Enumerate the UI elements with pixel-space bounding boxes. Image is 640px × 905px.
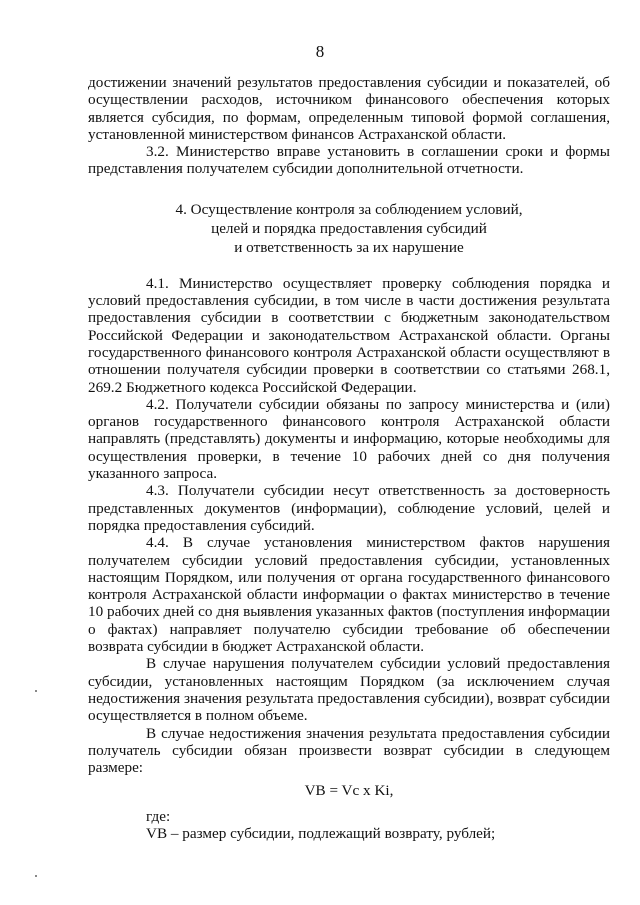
paragraph-3-2: 3.2. Министерство вправе установить в соглашении сроки и формы представления получателем субсидии дополнительной отчетности. [88, 143, 610, 178]
paragraph-4-3: 4.3. Получатели субсидии несут ответственность за достоверность представленных документов (информации), соблюдение условий, целей и порядка предоставления субсидий. [88, 482, 610, 534]
heading-line-1: 4. Осуществление контроля за соблюдением условий, [175, 200, 523, 218]
paragraph-nondostizhenie: В случае недостижения значения результата предоставления субсидии получатель субсидии обязан произвести возврат субсидии в следующем размере: [88, 724, 610, 777]
where-label: где: [146, 807, 171, 825]
page-number: 8 [315, 42, 325, 61]
scan-speck [35, 690, 37, 692]
paragraph-4-4: 4.4. В случае установления министерством фактов нарушения получателем субсидии условий предоставления субсидии, установленных настоящим Порядком, или получения от органа государственного финансового контроля Астраханской области информации о фактах министерство в течение 10 рабочих дней со дня выявления указанных фактов (поступления информации о фактах) направляет получателю субсидии требование об обеспечении возврата субсидии в бюджет Астраханской области. [88, 534, 610, 656]
paragraph-4-1: 4.1. Министерство осуществляет проверку соблюдения порядка и условий предоставления субсидии, в том числе в части достижения результата предоставления субсидии в соответствии с бюджетным законодательством Российской Федерации и законодательством Астраханской области. Органы государственного финансового контроля Астраханской области осуществляют в отношении получателя субсидии проверки в соответствии со статьями 268.1, 269.2 Бюджетного кодекса Российской Федерации. [88, 274, 610, 396]
paragraph-continuation: достижении значений результатов предоставления субсидии и показателей, об осуществлении расходов, источником финансового обеспечения которых является субсидия, по формам, определенным типовой формой соглашения, установленной министерством финансов Астраханской области. [88, 74, 610, 143]
document-body [88, 74, 610, 842]
heading-line-3: и ответственность за их нарушение [234, 238, 464, 256]
vb-definition: VB – размер субсидии, подлежащий возврату, рублей; [146, 824, 496, 842]
scan-speck [35, 875, 37, 877]
section-4-heading [88, 200, 610, 257]
formula: VB = Vc x Ki, [304, 782, 394, 800]
paragraph-violation: В случае нарушения получателем субсидии условий предоставления субсидии, установленных настоящим Порядком (за исключением случая недостижения значения результата предоставления субсидии), возврат субсидии осуществляется в полном объеме. [88, 655, 610, 725]
heading-line-2: целей и порядка предоставления субсидий [211, 219, 487, 237]
paragraph-4-2: 4.2. Получатели субсидии обязаны по запросу министерства и (или) органов государственного финансового контроля Астраханской области направлять (представлять) документы и информацию, которые необходимы для осуществления проверки, в течение 10 рабочих дней со дня получения указанного запроса. [88, 395, 610, 483]
